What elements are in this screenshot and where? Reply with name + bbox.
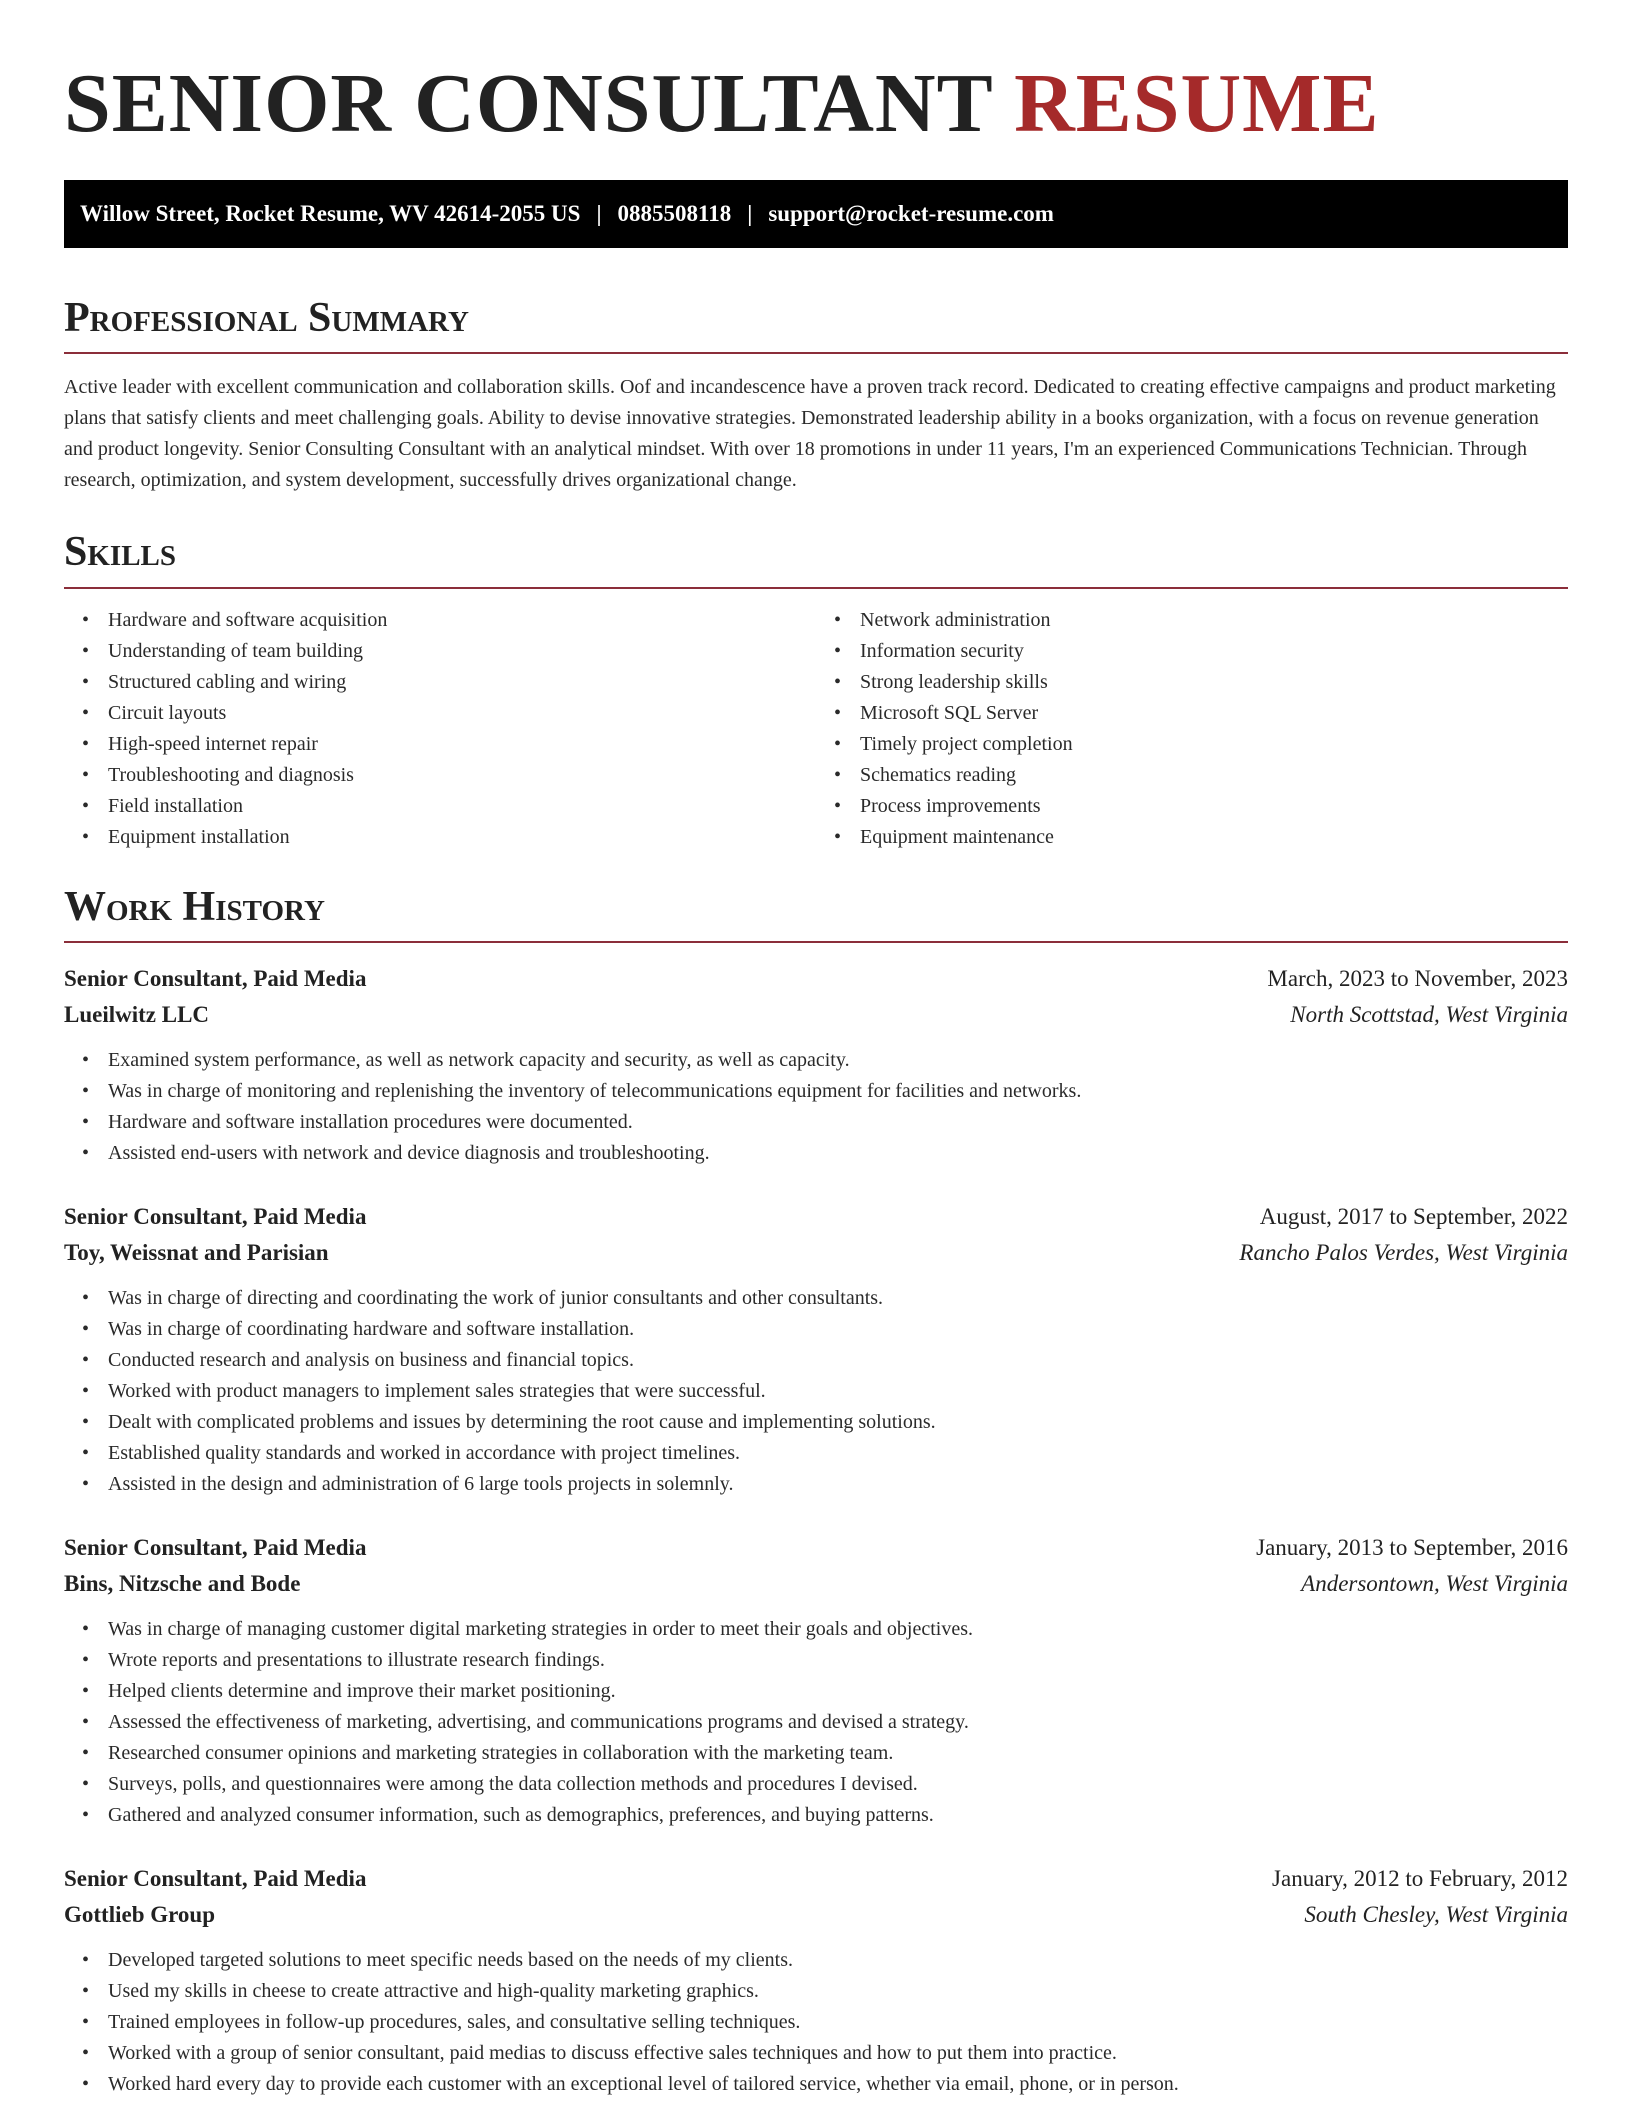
- skills-section: [64, 528, 1568, 852]
- job-header-row: [64, 961, 1568, 997]
- resume-title: [64, 56, 1568, 150]
- job-entry: [64, 961, 1568, 1169]
- job-duty: • Gathered and analyzed consumer information, such as demographics, preferences, and buying patterns.: [108, 1800, 1568, 1831]
- job-duties-list: [64, 1283, 1568, 1500]
- contact-address: Willow Street, Rocket Resume, WV 42614-2055 US: [80, 201, 581, 226]
- skills-list-left: [64, 605, 816, 853]
- contact-separator: |: [596, 201, 602, 226]
- skill-item: • Timely project completion: [860, 729, 1568, 760]
- job-duty: • Developed targeted solutions to meet specific needs based on the needs of my clients.: [108, 1945, 1568, 1976]
- section-divider: [64, 587, 1568, 589]
- skill-item: • Equipment maintenance: [860, 822, 1568, 853]
- job-company: Bins, Nitzsche and Bode: [64, 1570, 301, 1596]
- job-duty: • Used my skills in cheese to create attractive and high-quality marketing graphics.: [108, 1976, 1568, 2007]
- contact-separator: |: [747, 201, 753, 226]
- job-duty: • Helped clients determine and improve their market positioning.: [108, 1676, 1568, 1707]
- summary-text: Active leader with excellent communication and collaboration skills. Oof and incandescence have a proven track record. Dedicated to creating effective campaigns and product marketing plans that satisfy clients and meet challenging goals. Ability to devise innovative strategies. Demonstrated leadership ability in a books organization, with a focus on revenue generation and product longevity. Senior Consulting Consultant with an analytical mindset. With over 18 promotions in under 11 years, I'm an experienced Communications Technician. Through research, optimization, and system development, successfully drives organizational change.: [64, 376, 1556, 492]
- job-dates: January, 2012 to February, 2012: [1272, 1865, 1568, 1891]
- professional-summary-section: [64, 294, 1568, 496]
- job-duty: • Worked hard every day to provide each customer with an exceptional level of tailored service, whether via email, phone, or in person.: [108, 2069, 1568, 2100]
- contact-email: support@rocket-resume.com: [768, 201, 1054, 226]
- job-duty: • Assisted end-users with network and device diagnosis and troubleshooting.: [108, 1138, 1568, 1169]
- job-header-row: [64, 1199, 1568, 1235]
- job-duties-list: [64, 1945, 1568, 2100]
- skill-item: • Information security: [860, 636, 1568, 667]
- skill-item: • Hardware and software acquisition: [108, 605, 816, 636]
- job-location: North Scottstad, West Virginia: [1290, 1001, 1568, 1027]
- job-header-row: [64, 1861, 1568, 1897]
- job-duty: • Assessed the effectiveness of marketing, advertising, and communications programs and devised a strategy.: [108, 1707, 1568, 1738]
- contact-bar: [64, 180, 1568, 248]
- job-entry: [64, 1199, 1568, 1500]
- job-dates: August, 2017 to September, 2022: [1259, 1203, 1568, 1229]
- skill-item: • Process improvements: [860, 791, 1568, 822]
- job-duty: • Was in charge of directing and coordinating the work of junior consultants and other consultants.: [108, 1283, 1568, 1314]
- job-header-row: [64, 1530, 1568, 1566]
- contact-phone: 0885508118: [617, 201, 732, 226]
- job-location: Andersontown, West Virginia: [1301, 1570, 1568, 1596]
- job-entry: [64, 1861, 1568, 2100]
- job-duties-list: [64, 1045, 1568, 1169]
- skill-item: • Equipment installation: [108, 822, 816, 853]
- section-divider: [64, 352, 1568, 354]
- job-duty: • Hardware and software installation procedures were documented.: [108, 1107, 1568, 1138]
- job-title: Senior Consultant, Paid Media: [64, 965, 367, 991]
- section-heading-summary: Professional Summary: [64, 295, 469, 341]
- job-entry: [64, 1530, 1568, 1831]
- job-location: South Chesley, West Virginia: [1304, 1901, 1568, 1927]
- job-duty: • Was in charge of coordinating hardware and software installation.: [108, 1314, 1568, 1345]
- job-duty: • Conducted research and analysis on business and financial topics.: [108, 1345, 1568, 1376]
- skill-item: • Network administration: [860, 605, 1568, 636]
- job-duty: • Researched consumer opinions and marketing strategies in collaboration with the marketing team.: [108, 1738, 1568, 1769]
- job-company-row: [64, 997, 1568, 1033]
- skill-item: • Microsoft SQL Server: [860, 698, 1568, 729]
- skill-item: • High-speed internet repair: [108, 729, 816, 760]
- title-part-dark: SENIOR CONSULTANT: [64, 57, 993, 150]
- skill-item: • Troubleshooting and diagnosis: [108, 760, 816, 791]
- title-part-red: RESUME: [1014, 57, 1380, 150]
- skill-item: • Structured cabling and wiring: [108, 667, 816, 698]
- job-duty: • Worked with a group of senior consultant, paid medias to discuss effective sales techniques and how to put them into practice.: [108, 2038, 1568, 2069]
- job-duty: • Worked with product managers to implement sales strategies that were successful.: [108, 1376, 1568, 1407]
- job-duty: • Was in charge of monitoring and replenishing the inventory of telecommunications equipment for facilities and networks.: [108, 1076, 1568, 1107]
- job-duty: • Assisted in the design and administration of 6 large tools projects in solemnly.: [108, 1469, 1568, 1500]
- skills-grid: [64, 605, 1568, 853]
- skill-item: • Schematics reading: [860, 760, 1568, 791]
- job-duty: • Examined system performance, as well as network capacity and security, as well as capacity.: [108, 1045, 1568, 1076]
- job-duty: • Surveys, polls, and questionnaires were among the data collection methods and procedures I devised.: [108, 1769, 1568, 1800]
- job-duties-list: [64, 1614, 1568, 1831]
- skill-item: • Strong leadership skills: [860, 667, 1568, 698]
- job-duty: • Wrote reports and presentations to illustrate research findings.: [108, 1645, 1568, 1676]
- section-divider: [64, 941, 1568, 943]
- job-duty: • Established quality standards and worked in accordance with project timelines.: [108, 1438, 1568, 1469]
- job-dates: January, 2013 to September, 2016: [1256, 1534, 1568, 1560]
- job-company: Toy, Weissnat and Parisian: [64, 1239, 329, 1265]
- skill-item: • Field installation: [108, 791, 816, 822]
- job-duty: • Dealt with complicated problems and issues by determining the root cause and implementing solutions.: [108, 1407, 1568, 1438]
- job-location: Rancho Palos Verdes, West Virginia: [1239, 1239, 1568, 1265]
- job-title: Senior Consultant, Paid Media: [64, 1865, 367, 1891]
- skill-item: • Understanding of team building: [108, 636, 816, 667]
- skills-list-right: [816, 605, 1568, 853]
- section-heading-skills: Skills: [64, 529, 177, 576]
- job-company-row: [64, 1235, 1568, 1271]
- job-duty: • Was in charge of managing customer digital marketing strategies in order to meet their goals and objectives.: [108, 1614, 1568, 1645]
- job-title: Senior Consultant, Paid Media: [64, 1203, 367, 1229]
- job-duty: • Trained employees in follow-up procedures, sales, and consultative selling techniques.: [108, 2007, 1568, 2038]
- work-history-section: [64, 883, 1568, 2100]
- job-dates: March, 2023 to November, 2023: [1267, 965, 1568, 991]
- job-company: Gottlieb Group: [64, 1901, 216, 1927]
- job-company-row: [64, 1566, 1568, 1602]
- section-heading-work: Work History: [64, 883, 325, 930]
- job-company: Lueilwitz LLC: [64, 1001, 210, 1027]
- job-title: Senior Consultant, Paid Media: [64, 1534, 367, 1560]
- job-company-row: [64, 1897, 1568, 1933]
- skill-item: • Circuit layouts: [108, 698, 816, 729]
